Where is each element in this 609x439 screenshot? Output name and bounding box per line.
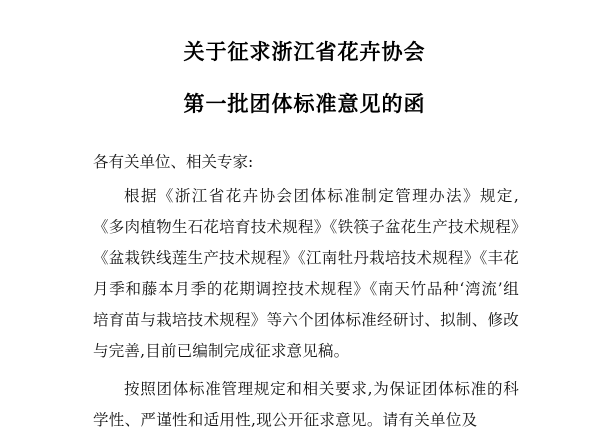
document-title-line-2: 第一批团体标准意见的函 <box>183 92 426 116</box>
body-paragraph-2: 按照团体标准管理规定和相关要求,为保证团体标准的科学性、严谨性和适用性,现公开征求意见。请有关单位及 <box>93 380 519 429</box>
document-title-line-1: 关于征求浙江省花卉协会 <box>183 40 426 64</box>
body-paragraph-1: 根据《浙江省花卉协会团体标准制定管理办法》规定,《多肉植物生石花培育技术规程》《铁筷子盆花生产技术规程》《盆栽铁线莲生产技术规程》《江南牡丹栽培技术规程》《丰花月季和藤本月季的花期调控技术规程》《南天竹品种‘湾流’组培育苗与栽培技术规程》等六个团体标准经研讨、拟制、修改与完善,目前已编制完成征求意见稿。 <box>93 187 519 360</box>
salutation: 各有关单位、相关专家: <box>93 153 254 171</box>
